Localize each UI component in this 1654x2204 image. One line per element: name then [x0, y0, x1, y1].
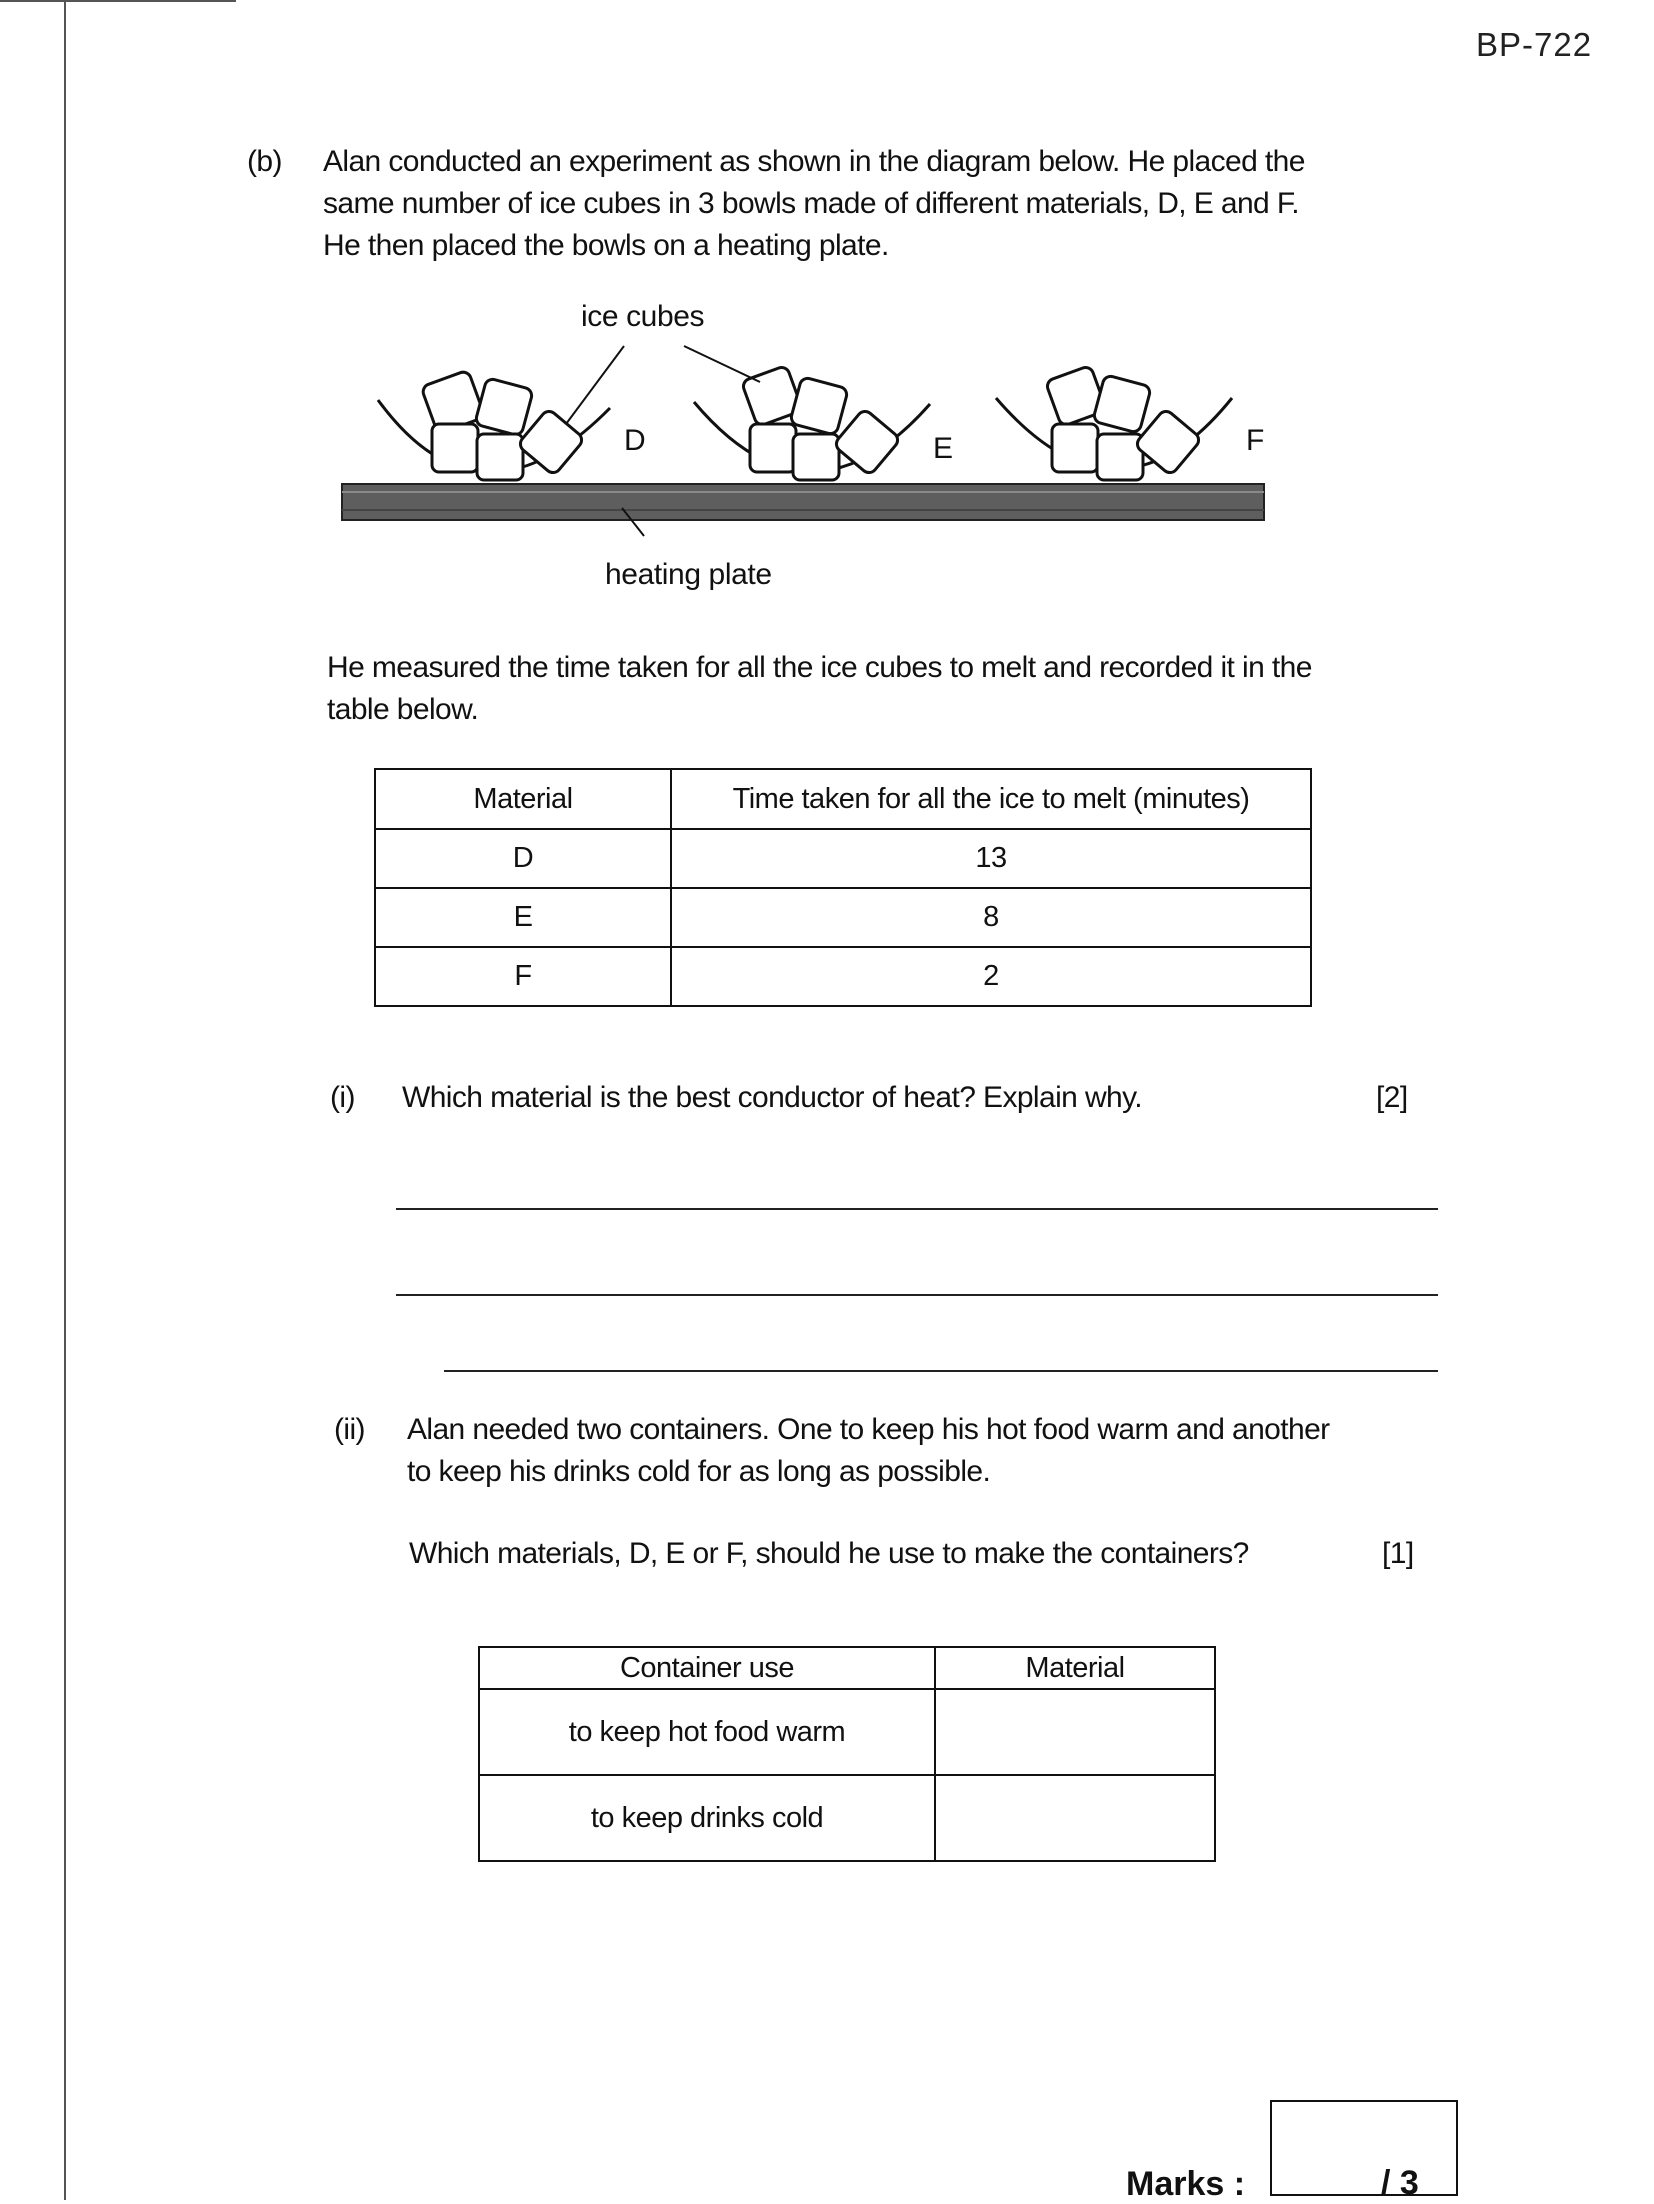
marks-total: / 3 [1381, 2164, 1419, 2202]
bowl-e-label: E [933, 432, 954, 465]
results-time-cell: 8 [671, 888, 1311, 947]
measure-line-1: He measured the time taken for all the ice cubes to melt and recorded it in the [327, 651, 1312, 684]
container-row [479, 1689, 1215, 1775]
question-ii-prompt: Which materials, D, E or F, should he use to make the containers? [409, 1537, 1249, 1570]
ice-cubes-label: ice cubes [581, 300, 705, 333]
marks-box[interactable] [1270, 2100, 1458, 2196]
intro-line-1: Alan conducted an experiment as shown in the diagram below. He placed the [323, 145, 1305, 178]
question-ii-line-1: Alan needed two containers. One to keep his hot food warm and another [407, 1413, 1330, 1446]
question-i-marks: [2] [1376, 1081, 1408, 1114]
results-row [375, 947, 1311, 1006]
results-material-cell: E [375, 888, 671, 947]
results-table [374, 768, 1312, 1007]
container-use-cell: to keep hot food warm [479, 1689, 935, 1775]
question-i-label: (i) [330, 1081, 355, 1114]
bowl-e [694, 365, 930, 480]
bowl-f-label: F [1246, 424, 1265, 457]
experiment-diagram [0, 0, 1654, 620]
intro-line-3: He then placed the bowls on a heating plate. [323, 229, 889, 262]
question-ii-label: (ii) [334, 1413, 365, 1446]
container-use-cell: to keep drinks cold [479, 1775, 935, 1861]
marks-label: Marks : [1126, 2165, 1246, 2203]
results-row [375, 888, 1311, 947]
results-row [375, 829, 1311, 888]
container-header-material: Material [935, 1647, 1215, 1689]
container-table [478, 1646, 1216, 1862]
results-header-row [375, 769, 1311, 829]
intro-line-2: same number of ice cubes in 3 bowls made of different materials, D, E and F. [323, 187, 1300, 220]
answer-line-1[interactable] [396, 1208, 1438, 1210]
results-time-cell: 13 [671, 829, 1311, 888]
answer-line-2[interactable] [396, 1294, 1438, 1296]
part-label: (b) [247, 145, 282, 178]
container-row [479, 1775, 1215, 1861]
container-material-answer[interactable] [935, 1775, 1215, 1861]
results-header-time: Time taken for all the ice to melt (minutes) [671, 769, 1311, 829]
bowl-d-label: D [624, 424, 646, 457]
answer-line-3[interactable] [444, 1370, 1438, 1372]
question-ii-marks: [1] [1382, 1537, 1414, 1570]
bowl-d [378, 370, 610, 480]
container-material-answer[interactable] [935, 1689, 1215, 1775]
container-header-use: Container use [479, 1647, 935, 1689]
results-material-cell: F [375, 947, 671, 1006]
results-header-material: Material [375, 769, 671, 829]
heating-plate-label: heating plate [605, 558, 772, 591]
bowl-f [996, 365, 1232, 480]
question-ii-line-2: to keep his drinks cold for as long as possible. [407, 1455, 991, 1488]
results-material-cell: D [375, 829, 671, 888]
container-header-row [479, 1647, 1215, 1689]
measure-line-2: table below. [327, 693, 479, 726]
question-i-text: Which material is the best conductor of heat? Explain why. [402, 1081, 1143, 1114]
page-code: BP-722 [1476, 26, 1593, 63]
results-time-cell: 2 [671, 947, 1311, 1006]
heating-plate [342, 484, 1264, 520]
